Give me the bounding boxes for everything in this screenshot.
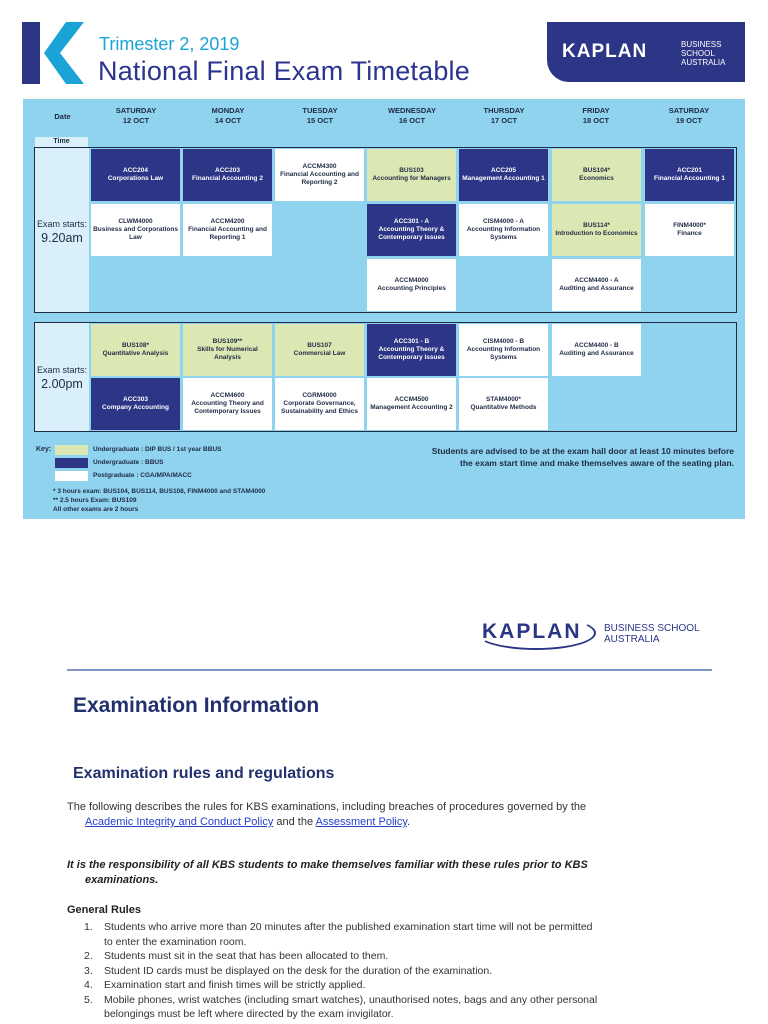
key-swatch-ug: [55, 458, 88, 468]
exam-code: CISM4000 - A: [483, 218, 524, 225]
exam-cell: [91, 149, 180, 201]
exam-name: Auditing and Assurance: [559, 350, 634, 357]
exam-cell: [275, 149, 364, 201]
day-date: 12 OCT: [122, 116, 150, 125]
day-date: 14 OCT: [214, 116, 242, 125]
day-name: FRIDAY: [582, 106, 610, 115]
header-divider: [67, 669, 712, 671]
rule-text: Students must sit in the seat that has been allocated to them.: [104, 950, 389, 962]
exam-code: CLWM4000: [118, 218, 153, 225]
exam-cell: [459, 204, 548, 256]
rule-text: Students who arrive more than 20 minutes after the published examination start time will not be permitted: [104, 921, 593, 933]
exam-code: BUS114*: [583, 222, 610, 229]
exam-cell: [183, 149, 272, 201]
rule-number: 3.: [84, 964, 93, 977]
rule-number: 5.: [84, 993, 93, 1006]
rule-text: Examination start and finish times will be strictly applied.: [104, 979, 366, 991]
exam-cell: [552, 324, 641, 376]
exam-cell: [367, 378, 456, 430]
exam-code: ACCM4400 - A: [574, 277, 619, 284]
exam-name: Corporations Law: [107, 175, 164, 182]
key-swatch-ug1: [55, 445, 88, 455]
intro-connector: and the: [273, 816, 316, 828]
exam-name: Skills for Numerical Analysis: [197, 346, 258, 361]
list-item: [67, 964, 717, 979]
day-name: MONDAY: [211, 106, 245, 115]
kaplan-logo-document: [480, 616, 720, 650]
exam-name: Quantitative Analysis: [102, 350, 169, 357]
section-heading: Examination rules and regulations: [73, 765, 335, 782]
exam-name: Accounting Principles: [377, 285, 446, 292]
brand-line-2: AUSTRALIA: [604, 634, 660, 645]
day-header: [458, 106, 550, 126]
exam-code: ACCM4500: [394, 396, 429, 403]
exam-cell: [367, 259, 456, 311]
morning-time-column: [35, 148, 89, 312]
advice-line: the exam start time and make themselves aware of the seating plan.: [460, 458, 734, 468]
exam-cell: [367, 149, 456, 201]
rule-text: Mobile phones, wrist watches (including smart watches), unauthorised notes, bags and any other personal: [104, 993, 598, 1006]
academic-integrity-link[interactable]: Academic Integrity and Conduct Policy: [85, 816, 274, 828]
exam-code: ACCM4000: [394, 277, 429, 284]
exam-cell: [552, 149, 641, 201]
exam-name: Quantitative Methods: [470, 404, 537, 411]
exam-code: ACCM4200: [210, 218, 245, 225]
exam-name: Auditing and Assurance: [559, 285, 634, 292]
exam-code: ACC204: [123, 167, 148, 174]
exam-cell: [183, 204, 272, 256]
exam-cell: [91, 204, 180, 256]
day-name: THURSDAY: [483, 106, 525, 115]
list-item: [67, 920, 717, 949]
exam-code: ACC201: [677, 167, 702, 174]
exam-cell: [91, 378, 180, 430]
exam-advice: [378, 445, 734, 469]
brand-subtitle: [681, 40, 745, 67]
day-header: [366, 106, 458, 126]
exam-name: Business and Corporations Law: [93, 226, 178, 241]
rule-number: 2.: [84, 950, 93, 962]
exam-name: Management Accounting 1: [462, 175, 545, 182]
exam-code: ACC205: [491, 167, 516, 174]
general-rules-heading: General Rules: [67, 904, 141, 916]
day-date: 19 OCT: [675, 116, 703, 125]
exam-code: ACC203: [215, 167, 240, 174]
exam-cell: [459, 324, 548, 376]
intro-paragraph: [67, 800, 717, 830]
rule-text: to enter the examination room.: [104, 935, 247, 948]
duration-note: All other exams are 2 hours: [53, 506, 139, 513]
exam-cell: [91, 324, 180, 376]
page-title: National Final Exam Timetable: [98, 56, 470, 86]
exam-name: Economics: [579, 175, 614, 182]
brand-line-2: AUSTRALIA: [681, 58, 726, 67]
key-text: Postgraduate : CGA/MPA/MACC: [93, 472, 192, 479]
time-column-label: Time: [35, 137, 88, 147]
exam-code: CGRM4000: [302, 392, 337, 399]
brand-wordmark: KAPLAN: [562, 41, 648, 62]
list-item: [67, 993, 717, 1022]
exam-code: ACC301 - B: [393, 338, 430, 345]
exam-name: Commercial Law: [293, 350, 346, 357]
exam-code: ACCM4600: [210, 392, 245, 399]
day-header: [550, 106, 642, 126]
list-item: [67, 978, 717, 993]
exam-code: ACC301 - A: [393, 218, 430, 225]
exam-name: Accounting for Managers: [372, 175, 451, 182]
day-name: SATURDAY: [115, 106, 157, 115]
document-heading: Examination Information: [73, 694, 320, 717]
rule-number: 1.: [84, 921, 93, 933]
exam-cell: [367, 204, 456, 256]
rules-list: [67, 920, 717, 1022]
exam-code: BUS108*: [121, 342, 150, 349]
responsibility-statement: [67, 858, 707, 888]
trimester-subtitle: Trimester 2, 2019: [99, 34, 240, 54]
intro-text: The following describes the rules for KBS examinations, including breaches of procedures governed by the: [67, 801, 587, 813]
duration-note: * 3 hours exam: BUS104, BUS114, BUS108, FINM4000 and STAM4000: [53, 488, 266, 495]
day-name: SATURDAY: [668, 106, 710, 115]
kaplan-k-logo: [22, 22, 86, 84]
exam-code: ACCM4300: [302, 163, 337, 170]
key-swatch-pg: [55, 471, 88, 481]
rule-text: Student ID cards must be displayed on the desk for the duration of the examination.: [104, 964, 493, 977]
responsibility-line: It is the responsibility of all KBS students to make themselves familiar with these rules prior to KBS: [67, 859, 588, 871]
day-name: TUESDAY: [302, 106, 338, 115]
exam-code: STAM4000*: [486, 396, 521, 403]
exam-cell: [275, 378, 364, 430]
exam-name: Accounting Information Systems: [466, 346, 541, 361]
afternoon-exam-label: Exam starts:: [36, 365, 87, 375]
exam-code: BUS103: [399, 167, 424, 174]
exam-cell: [367, 324, 456, 376]
exam-name: Accounting Theory and Contemporary Issues: [191, 400, 264, 415]
exam-code: ACC303: [123, 396, 148, 403]
exam-name: Introduction to Economics: [555, 230, 638, 237]
day-date: 16 OCT: [398, 116, 426, 125]
exam-code: BUS109**: [212, 338, 243, 345]
exam-name: Financial Accounting and Reporting 2: [280, 171, 359, 186]
exam-name: Accounting Information Systems: [466, 226, 541, 241]
morning-exam-label: Exam starts:: [36, 219, 87, 229]
day-header: [643, 106, 735, 126]
exam-code: BUS104*: [582, 167, 611, 174]
intro-end: .: [407, 816, 411, 828]
exam-cell: [552, 259, 641, 311]
exam-name: Accounting Theory & Contemporary Issues: [378, 346, 445, 361]
exam-name: Accounting Theory & Contemporary Issues: [378, 226, 445, 241]
exam-code: ACCM4400 - B: [574, 342, 619, 349]
exam-name: Financial Accounting 1: [654, 175, 725, 182]
exam-cell: [552, 204, 641, 256]
key-label: Key:: [36, 446, 52, 453]
exam-name: Company Accounting: [102, 404, 169, 411]
exam-name: Finance: [677, 230, 702, 237]
duration-note: ** 2.5 hours Exam: BUS109: [53, 497, 137, 504]
exam-code: FINM4000*: [673, 222, 706, 229]
exam-cell: [459, 149, 548, 201]
day-date: 15 OCT: [306, 116, 334, 125]
responsibility-line: examinations.: [85, 874, 159, 886]
brand-wordmark: KAPLAN: [482, 620, 582, 643]
exam-code: BUS107: [307, 342, 332, 349]
kaplan-brand-logo: [547, 22, 745, 82]
assessment-policy-link[interactable]: Assessment Policy: [315, 816, 408, 828]
brand-subtitle: [604, 623, 700, 645]
key-text: Undergraduate : BBUS: [93, 459, 164, 466]
exam-name: Financial Accounting and Reporting 1: [188, 226, 267, 241]
morning-exam-time: 9.20am: [41, 231, 83, 245]
rule-number: 4.: [84, 979, 93, 991]
day-header: [182, 106, 274, 126]
list-item: [67, 949, 717, 964]
exam-name: Corporate Governance, Sustainability and Ethics: [281, 400, 358, 415]
exam-cell: [459, 378, 548, 430]
advice-line: Students are advised to be at the exam hall door at least 10 minutes before: [431, 446, 734, 456]
exam-cell: [645, 204, 734, 256]
key-text: Undergraduate : DIP BUS / 1st year BBUS: [93, 446, 222, 453]
day-header: [274, 106, 366, 126]
exam-cell: [183, 378, 272, 430]
brand-line-1: BUSINESS SCHOOL: [681, 40, 722, 58]
exam-cell: [645, 149, 734, 201]
afternoon-exam-time: 2.00pm: [41, 377, 83, 391]
rule-text: belongings must be left where directed by the exam invigilator.: [104, 1008, 394, 1020]
day-name: WEDNESDAY: [387, 106, 437, 115]
exam-name: Management Accounting 2: [370, 404, 453, 411]
exam-name: Financial Accounting 2: [192, 175, 263, 182]
brand-line-1: BUSINESS SCHOOL: [604, 623, 700, 634]
day-date: 17 OCT: [490, 116, 518, 125]
exam-code: CISM4000 - B: [482, 338, 525, 345]
day-header: [90, 106, 182, 126]
date-column-label: Date: [54, 112, 71, 121]
exam-cell: [183, 324, 272, 376]
day-date: 18 OCT: [582, 116, 610, 125]
exam-cell: [275, 324, 364, 376]
